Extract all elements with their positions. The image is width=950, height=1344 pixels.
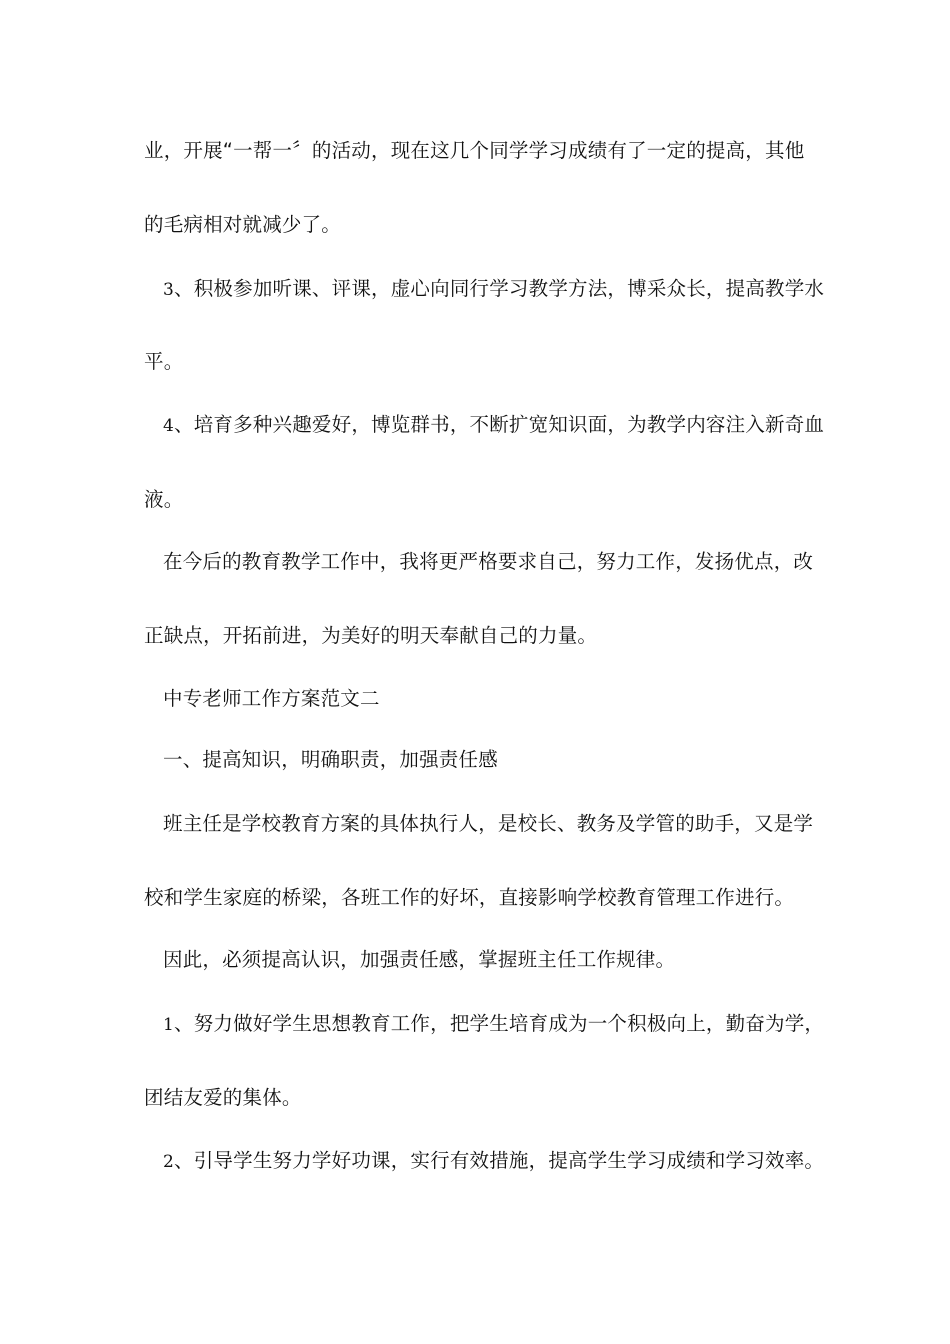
line-text: 一、提高知识，明确职责，加强责任感 — [163, 748, 498, 771]
paragraph-line — [144, 1084, 824, 1112]
line-text: 校和学生家庭的桥梁，各班工作的好坏，直接影响学校教育管理工作进行。 — [144, 886, 795, 909]
line-text: 液。 — [144, 488, 184, 511]
line-text: 业，开展“一帮一〞的活动，现在这几个同学学习成绩有了一定的提高，其他 — [144, 139, 805, 162]
paragraph-line — [144, 137, 824, 165]
line-text: 、培育多种兴趣爱好，博览群书，不断扩宽知识面，为教学内容注入新奇血 — [174, 413, 825, 436]
line-text: 、引导学生努力学好功课，实行有效措施，提高学生学习成绩和学习效率。 — [174, 1149, 825, 1172]
list-number: 2 — [163, 1152, 175, 1172]
section-heading — [163, 746, 843, 774]
list-number: 3 — [163, 280, 175, 300]
list-item-line — [163, 275, 843, 304]
section-title — [163, 685, 843, 713]
line-text: 团结友爱的集体。 — [144, 1086, 302, 1109]
line-text: 、积极参加听课、评课，虚心向同行学习教学方法，博采众长，提高教学水 — [174, 277, 825, 300]
paragraph-line — [144, 348, 824, 376]
line-text: 中专老师工作方案范文二 — [163, 687, 380, 710]
paragraph-line — [163, 946, 843, 974]
line-text: 正缺点，开拓前进，为美好的明天奉献自己的力量。 — [144, 624, 598, 647]
list-number: 1 — [163, 1015, 175, 1035]
list-item-line — [163, 1010, 843, 1039]
paragraph-line — [163, 548, 843, 576]
paragraph-line — [144, 211, 824, 239]
paragraph-line — [144, 884, 824, 912]
line-text: 、努力做好学生思想教育工作，把学生培育成为一个积极向上，勤奋为学， — [174, 1012, 825, 1035]
line-text: 的毛病相对就减少了。 — [144, 213, 342, 236]
line-text: 平。 — [144, 350, 184, 373]
paragraph-line — [163, 810, 843, 838]
list-item-line — [163, 411, 843, 440]
paragraph-line — [144, 486, 824, 514]
line-text: 班主任是学校教育方案的具体执行人，是校长、教务及学管的助手，又是学 — [163, 812, 814, 835]
line-text: 因此，必须提高认识，加强责任感，掌握班主任工作规律。 — [163, 948, 676, 971]
list-number: 4 — [163, 416, 175, 436]
list-item-line — [163, 1147, 843, 1176]
line-text: 在今后的教育教学工作中，我将更严格要求自己，努力工作，发扬优点，改 — [163, 550, 814, 573]
paragraph-line — [144, 622, 824, 650]
